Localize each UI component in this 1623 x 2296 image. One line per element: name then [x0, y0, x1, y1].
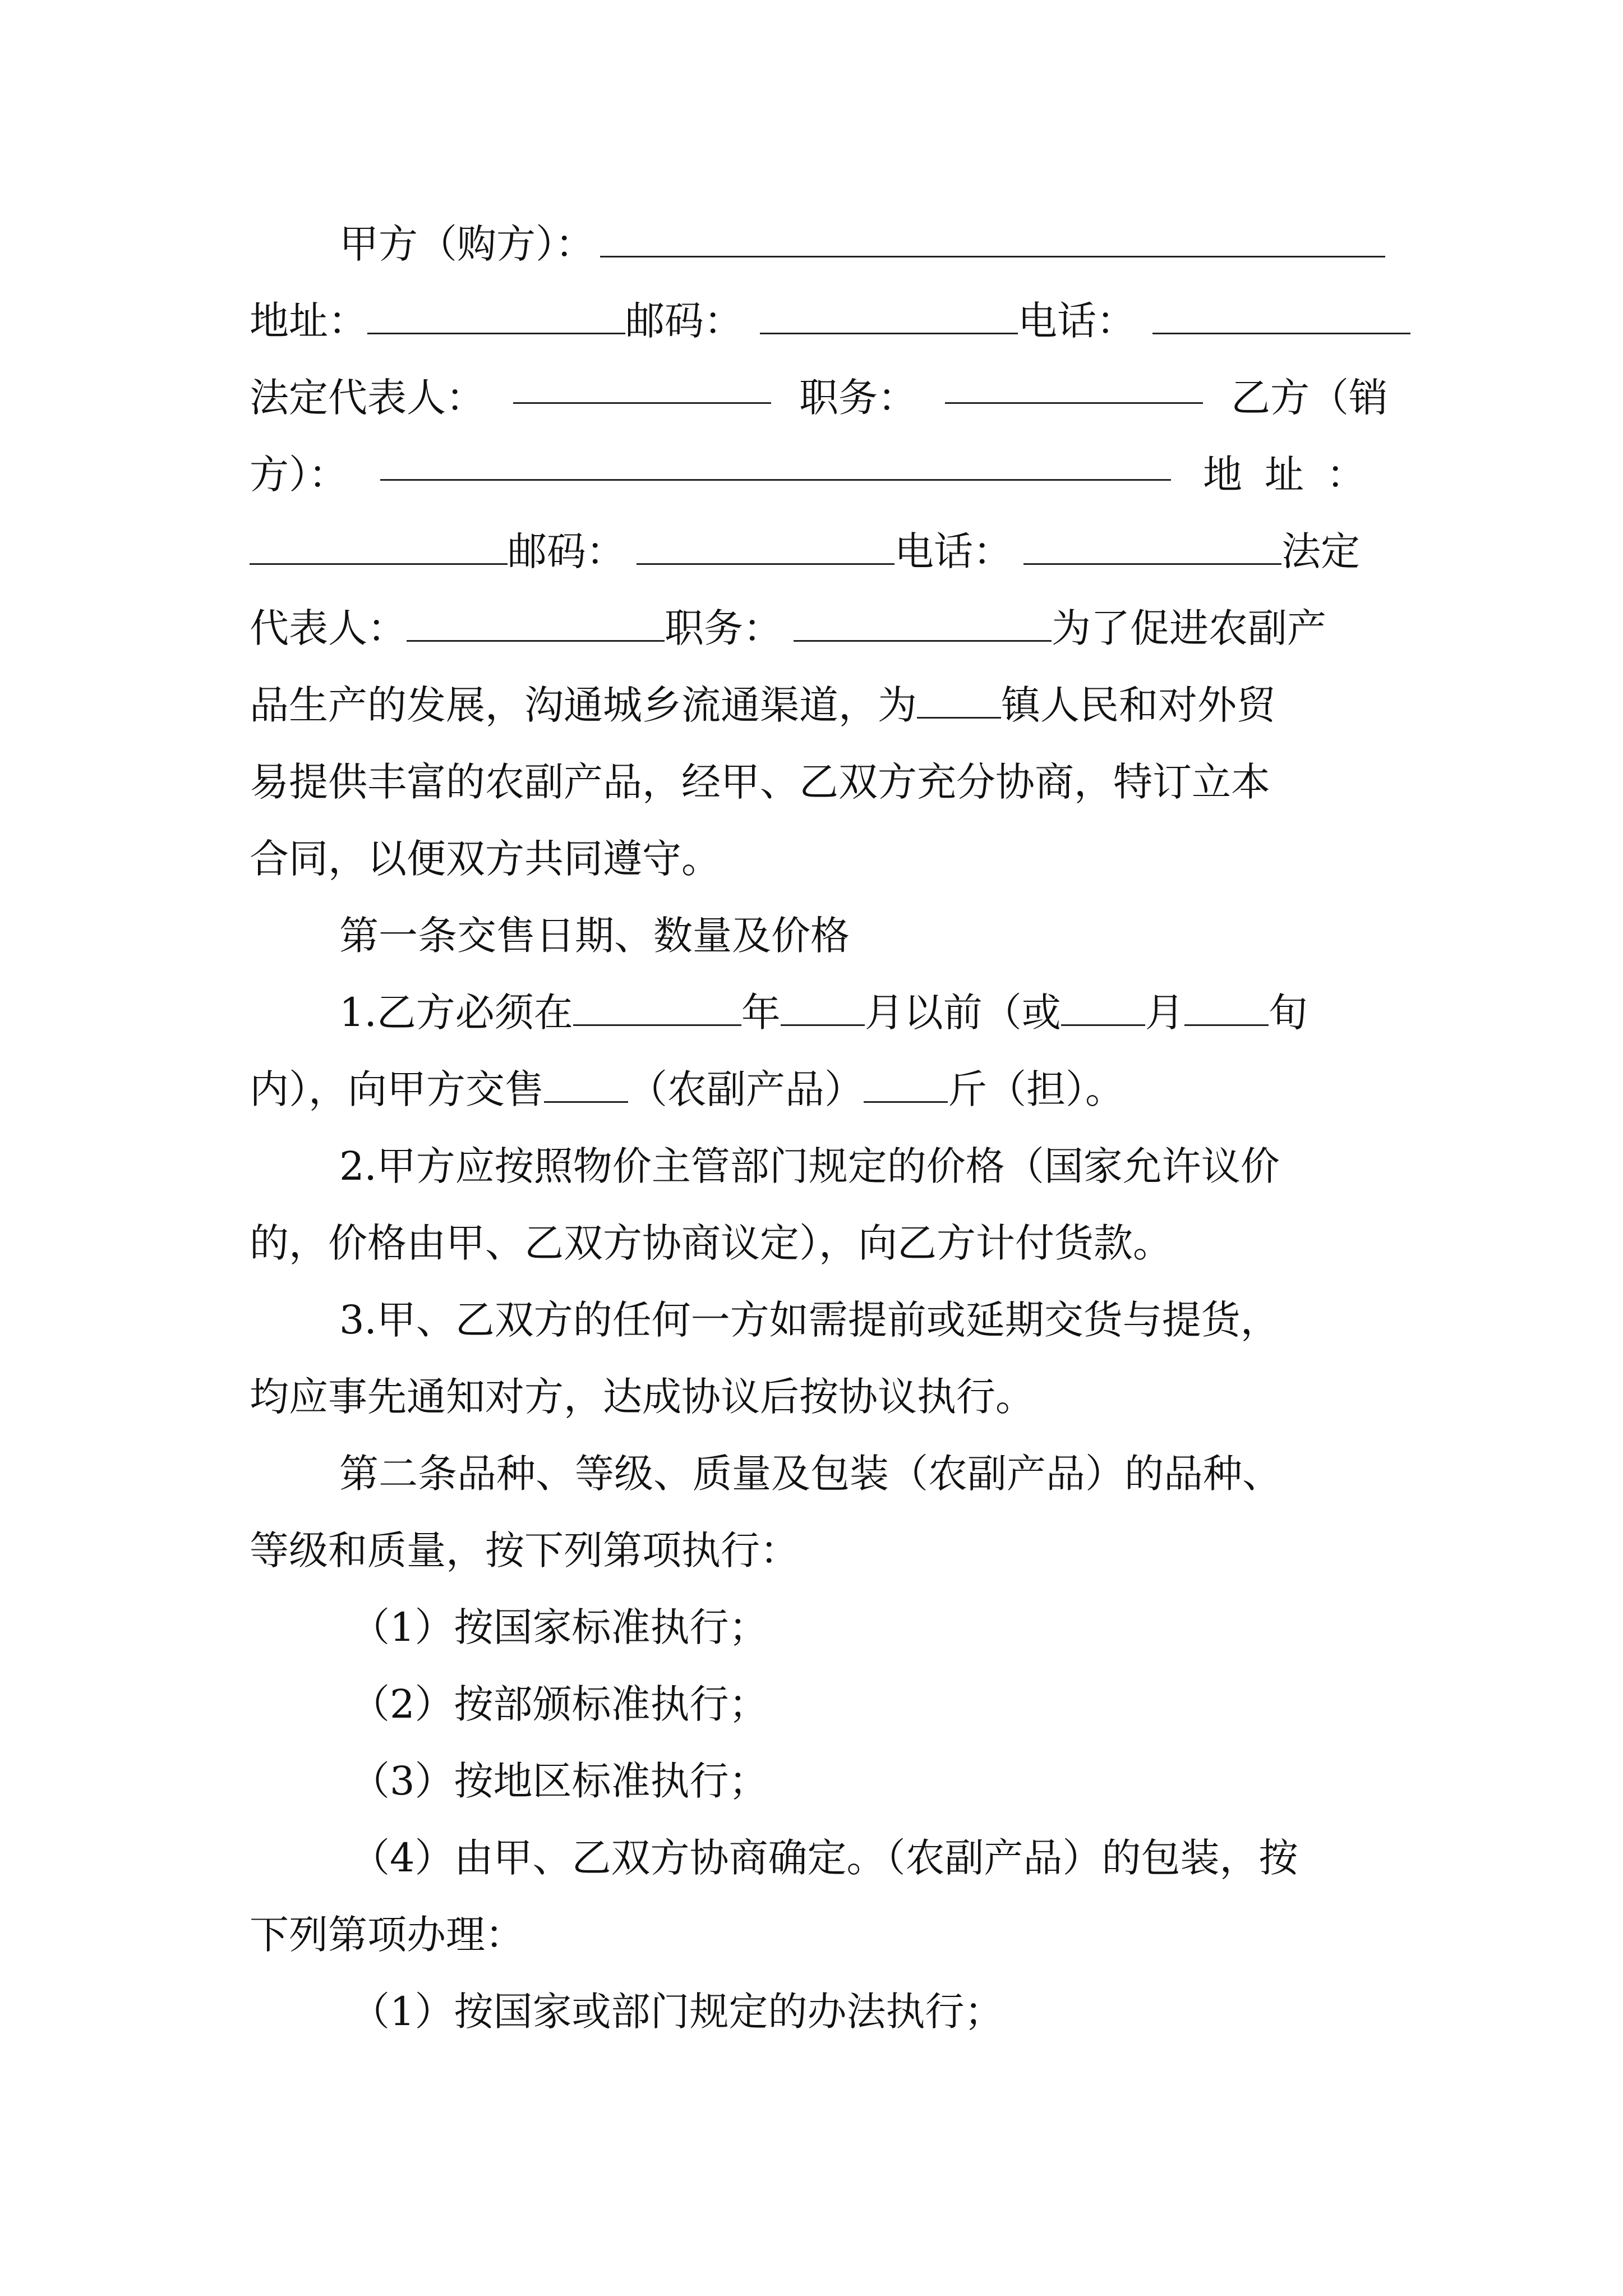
month-blank [781, 992, 865, 1026]
postcode-label-b: 邮码： [508, 528, 625, 574]
item-text: 旬 [1268, 990, 1308, 1036]
item-text: 月以前（或 [864, 990, 1061, 1036]
article2-title-line1: 第二条品种、等级、质量及包装（农副产品）的品种、 [339, 1451, 1281, 1497]
preamble-text: 镇人民和对外贸 [1001, 682, 1276, 728]
party-a-blank [600, 223, 1385, 257]
article1-item3-line1: 3.甲、乙双方的任何一方如需提前或延期交货与提货， [339, 1297, 1280, 1343]
position-label-b: 职务： [665, 605, 782, 651]
phone-label-b: 电话： [895, 528, 1012, 574]
position-blank [945, 370, 1203, 404]
party-b-rep-row [250, 600, 1388, 656]
item-text: （农副产品） [628, 1066, 864, 1112]
party-a-rep-row [250, 370, 1388, 426]
article2-option4-line2: 下列第项办理： [250, 1912, 524, 1958]
month-blank-2 [1061, 992, 1145, 1026]
preamble-text: 品生产的发展，沟通城乡流通渠道，为 [250, 682, 917, 728]
legal-rep-b-part1: 法定 [1281, 528, 1360, 574]
postcode-blank [760, 300, 1018, 334]
address-label-b: 地址： [1203, 452, 1388, 498]
town-blank [917, 684, 1001, 719]
item-text: 1.乙方必须在 [339, 990, 573, 1036]
party-b-label-part1: 乙方（销 [1231, 375, 1388, 421]
article2-option1: （1）按国家标准执行； [351, 1604, 768, 1650]
preamble-line4: 合同，以便双方共同遵守。 [250, 836, 721, 882]
preamble-line1: 为了促进农副产 [1052, 605, 1326, 651]
quantity-blank [864, 1069, 948, 1103]
party-a-contact-row [250, 293, 1388, 349]
address-blank [367, 300, 625, 334]
phone-blank [1152, 300, 1410, 334]
article2-option2: （2）按部颁标准执行； [351, 1681, 768, 1727]
article2-option3: （3）按地区标准执行； [351, 1758, 768, 1804]
year-blank [573, 992, 741, 1026]
item-text: 年 [741, 990, 781, 1036]
position-b-blank [794, 608, 1052, 642]
packaging-option1: （1）按国家或部门规定的办法执行； [351, 1989, 1004, 2035]
party-a-row [339, 216, 1388, 272]
item-text: 月 [1145, 990, 1184, 1036]
article2-title-line2: 等级和质量，按下列第项执行： [250, 1527, 799, 1573]
party-b-blank [380, 447, 1171, 481]
article1-item2-line2: 的，价格由甲、乙双方协商议定），向乙方计付货款。 [250, 1220, 1172, 1266]
article1-item1-line2 [250, 1061, 1388, 1117]
party-b-row [250, 447, 1388, 503]
legal-rep-label: 法定代表人： [250, 375, 485, 421]
preamble-line2 [250, 677, 1388, 733]
postcode-b-blank [637, 531, 895, 565]
article1-item3-line2: 均应事先通知对方，达成协议后按协议执行。 [250, 1374, 1035, 1420]
period-blank [1184, 992, 1269, 1026]
address-b-blank [250, 531, 508, 565]
article1-title: 第一条交售日期、数量及价格 [339, 913, 850, 959]
item-text: 内），向甲方交售 [250, 1066, 544, 1112]
phone-b-blank [1023, 531, 1281, 565]
preamble-line3: 易提供丰富的农副产品，经甲、乙双方充分协商，特订立本 [250, 759, 1270, 805]
position-label: 职务： [799, 375, 917, 421]
party-a-label: 甲方（购方）： [339, 221, 594, 267]
party-b-contact-row [250, 523, 1388, 579]
article2-option4-line1: （4）由甲、乙双方协商确定。（农副产品）的包装，按 [351, 1835, 1298, 1881]
address-label: 地址： [250, 298, 367, 344]
postcode-label: 邮码： [625, 298, 743, 344]
article1-item2-line1: 2.甲方应按照物价主管部门规定的价格（国家允许议价 [339, 1143, 1280, 1189]
legal-rep-blank [513, 370, 771, 404]
legal-rep-b-blank [407, 608, 665, 642]
legal-rep-b-part2: 代表人： [250, 605, 407, 651]
article1-item1-line1 [339, 984, 1388, 1041]
product-blank [544, 1069, 628, 1103]
item-text: 斤（担）。 [948, 1066, 1124, 1112]
phone-label: 电话： [1018, 298, 1136, 344]
party-b-label-part2: 方）： [250, 452, 348, 498]
